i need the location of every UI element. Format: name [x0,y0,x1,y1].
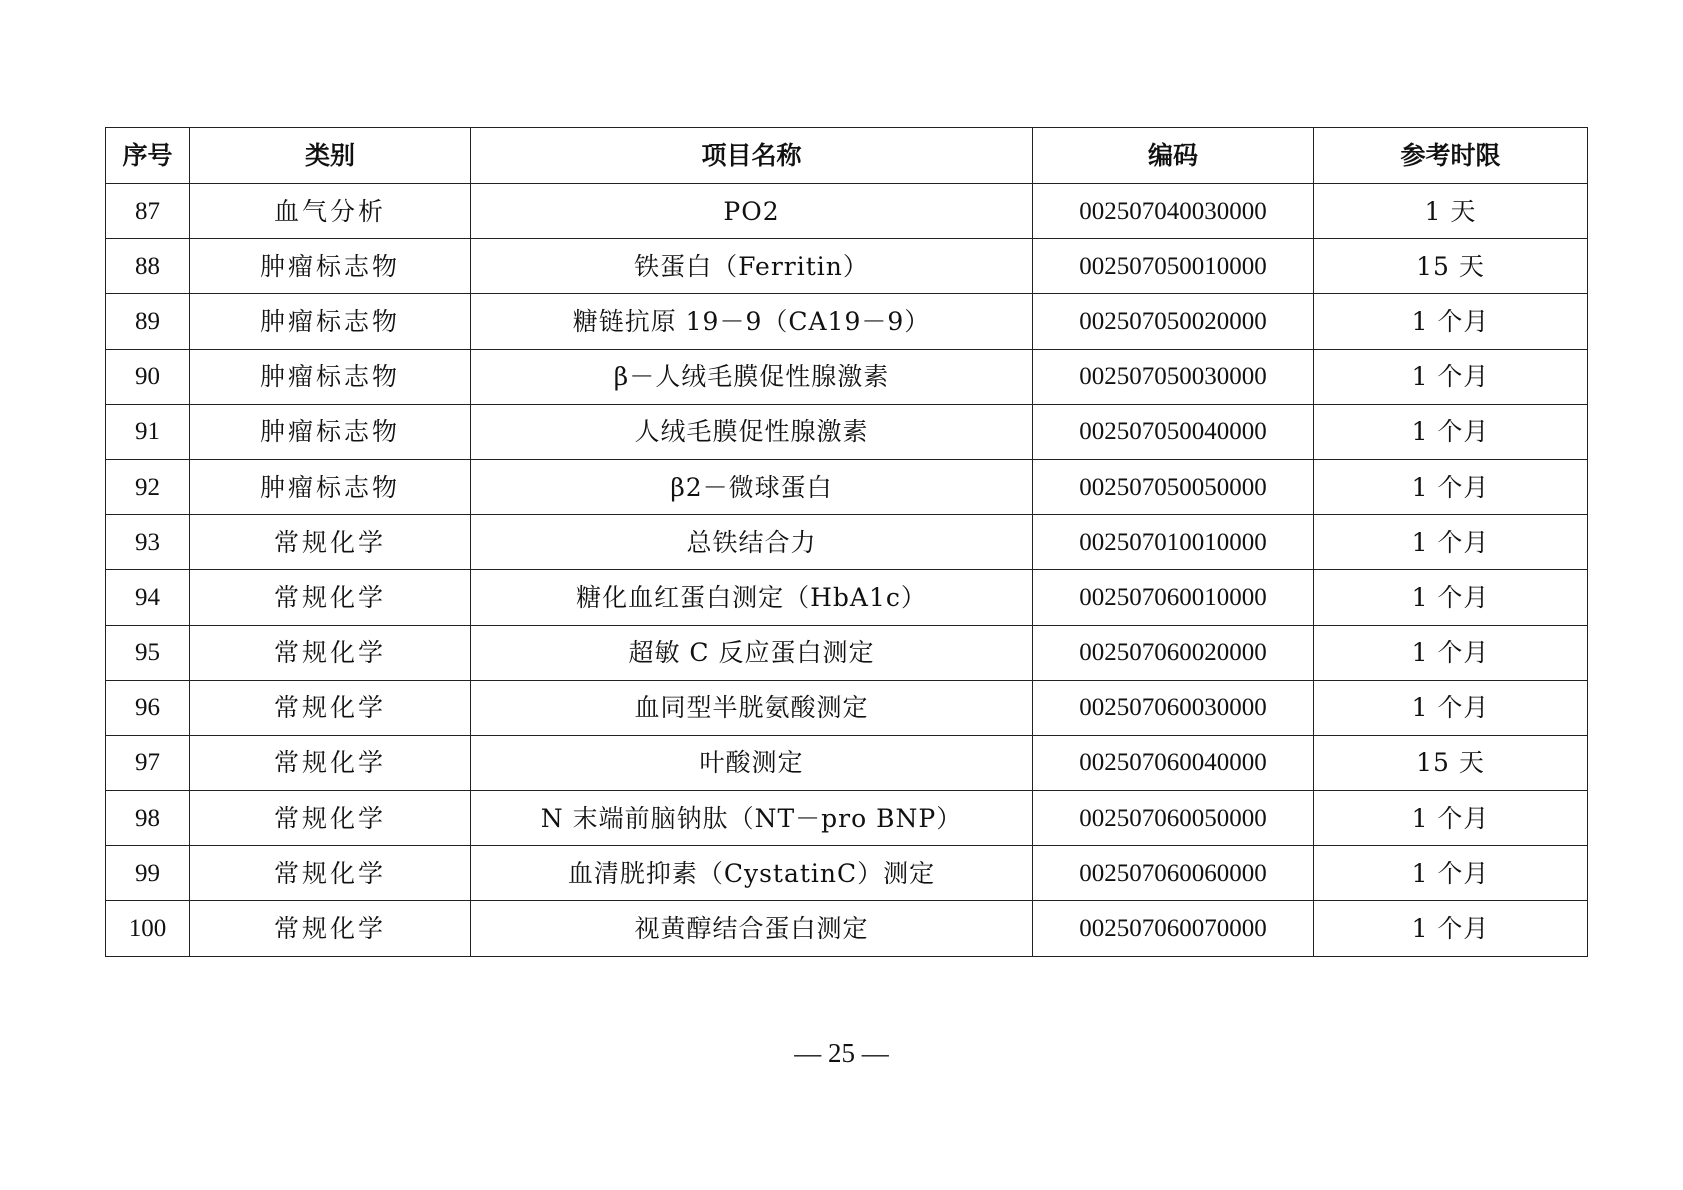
header-name: 项目名称 [471,128,1033,184]
table-body [106,184,1588,957]
table-row [106,404,1588,459]
table-row [106,515,1588,570]
cell-category: 常规化学 [190,735,471,790]
cell-code: 002507050040000 [1033,404,1314,459]
cell-code: 002507050030000 [1033,349,1314,404]
header-row [106,128,1588,184]
cell-no: 87 [106,184,190,239]
header-period: 参考时限 [1314,128,1588,184]
cell-code: 002507060020000 [1033,625,1314,680]
table-row [106,901,1588,956]
cell-category: 肿瘤标志物 [190,239,471,294]
cell-item-name: 总铁结合力 [471,515,1033,570]
cell-item-name: 叶酸测定 [471,735,1033,790]
header-code: 编码 [1033,128,1314,184]
cell-no: 91 [106,404,190,459]
cell-period: 1 个月 [1314,404,1588,459]
table-row [106,239,1588,294]
cell-category: 肿瘤标志物 [190,459,471,514]
cell-no: 89 [106,294,190,349]
cell-period: 1 个月 [1314,625,1588,680]
cell-no: 97 [106,735,190,790]
cell-category: 肿瘤标志物 [190,404,471,459]
lab-items-table [105,127,1588,957]
cell-period: 1 个月 [1314,515,1588,570]
cell-code: 002507060040000 [1033,735,1314,790]
cell-code: 002507060070000 [1033,901,1314,956]
header-category: 类别 [190,128,471,184]
header-no: 序号 [106,128,190,184]
cell-category: 常规化学 [190,846,471,901]
cell-period: 1 个月 [1314,294,1588,349]
cell-code: 002507050020000 [1033,294,1314,349]
cell-item-name: N 末端前脑钠肽（NT－pro BNP） [471,791,1033,846]
cell-item-name: 视黄醇结合蛋白测定 [471,901,1033,956]
page-number: — 25 — [794,1038,889,1068]
cell-category: 常规化学 [190,515,471,570]
cell-category: 常规化学 [190,791,471,846]
cell-no: 100 [106,901,190,956]
cell-code: 002507010010000 [1033,515,1314,570]
cell-period: 1 个月 [1314,459,1588,514]
cell-period: 1 个月 [1314,791,1588,846]
cell-code: 002507050050000 [1033,459,1314,514]
table-row [106,625,1588,680]
table-row [106,680,1588,735]
cell-category: 肿瘤标志物 [190,349,471,404]
cell-category: 常规化学 [190,680,471,735]
table-row [106,349,1588,404]
table-row [106,184,1588,239]
cell-item-name: 人绒毛膜促性腺激素 [471,404,1033,459]
cell-period: 1 天 [1314,184,1588,239]
cell-category: 常规化学 [190,901,471,956]
cell-item-name: β－人绒毛膜促性腺激素 [471,349,1033,404]
cell-code: 002507060030000 [1033,680,1314,735]
cell-category: 常规化学 [190,625,471,680]
cell-code: 002507060060000 [1033,846,1314,901]
cell-no: 88 [106,239,190,294]
cell-item-name: 血同型半胱氨酸测定 [471,680,1033,735]
cell-no: 93 [106,515,190,570]
cell-item-name: 血清胱抑素（CystatinC）测定 [471,846,1033,901]
table-row [106,791,1588,846]
table-row [106,735,1588,790]
cell-item-name: β2－微球蛋白 [471,459,1033,514]
cell-category: 常规化学 [190,570,471,625]
table-row [106,294,1588,349]
cell-period: 1 个月 [1314,349,1588,404]
table-row [106,459,1588,514]
cell-period: 1 个月 [1314,901,1588,956]
table-row [106,846,1588,901]
cell-period: 15 天 [1314,239,1588,294]
cell-category: 肿瘤标志物 [190,294,471,349]
cell-category: 血气分析 [190,184,471,239]
cell-period: 1 个月 [1314,570,1588,625]
cell-period: 1 个月 [1314,846,1588,901]
cell-no: 95 [106,625,190,680]
cell-item-name: PO2 [471,184,1033,239]
cell-code: 002507040030000 [1033,184,1314,239]
cell-no: 96 [106,680,190,735]
cell-item-name: 糖化血红蛋白测定（HbA1c） [471,570,1033,625]
cell-period: 1 个月 [1314,680,1588,735]
cell-no: 90 [106,349,190,404]
cell-period: 15 天 [1314,735,1588,790]
table-row [106,570,1588,625]
cell-item-name: 超敏 C 反应蛋白测定 [471,625,1033,680]
table-header [106,128,1588,184]
cell-item-name: 铁蛋白（Ferritin） [471,239,1033,294]
cell-code: 002507060050000 [1033,791,1314,846]
cell-no: 98 [106,791,190,846]
cell-code: 002507050010000 [1033,239,1314,294]
cell-item-name: 糖链抗原 19－9（CA19－9） [471,294,1033,349]
cell-no: 94 [106,570,190,625]
cell-code: 002507060010000 [1033,570,1314,625]
cell-no: 92 [106,459,190,514]
cell-no: 99 [106,846,190,901]
